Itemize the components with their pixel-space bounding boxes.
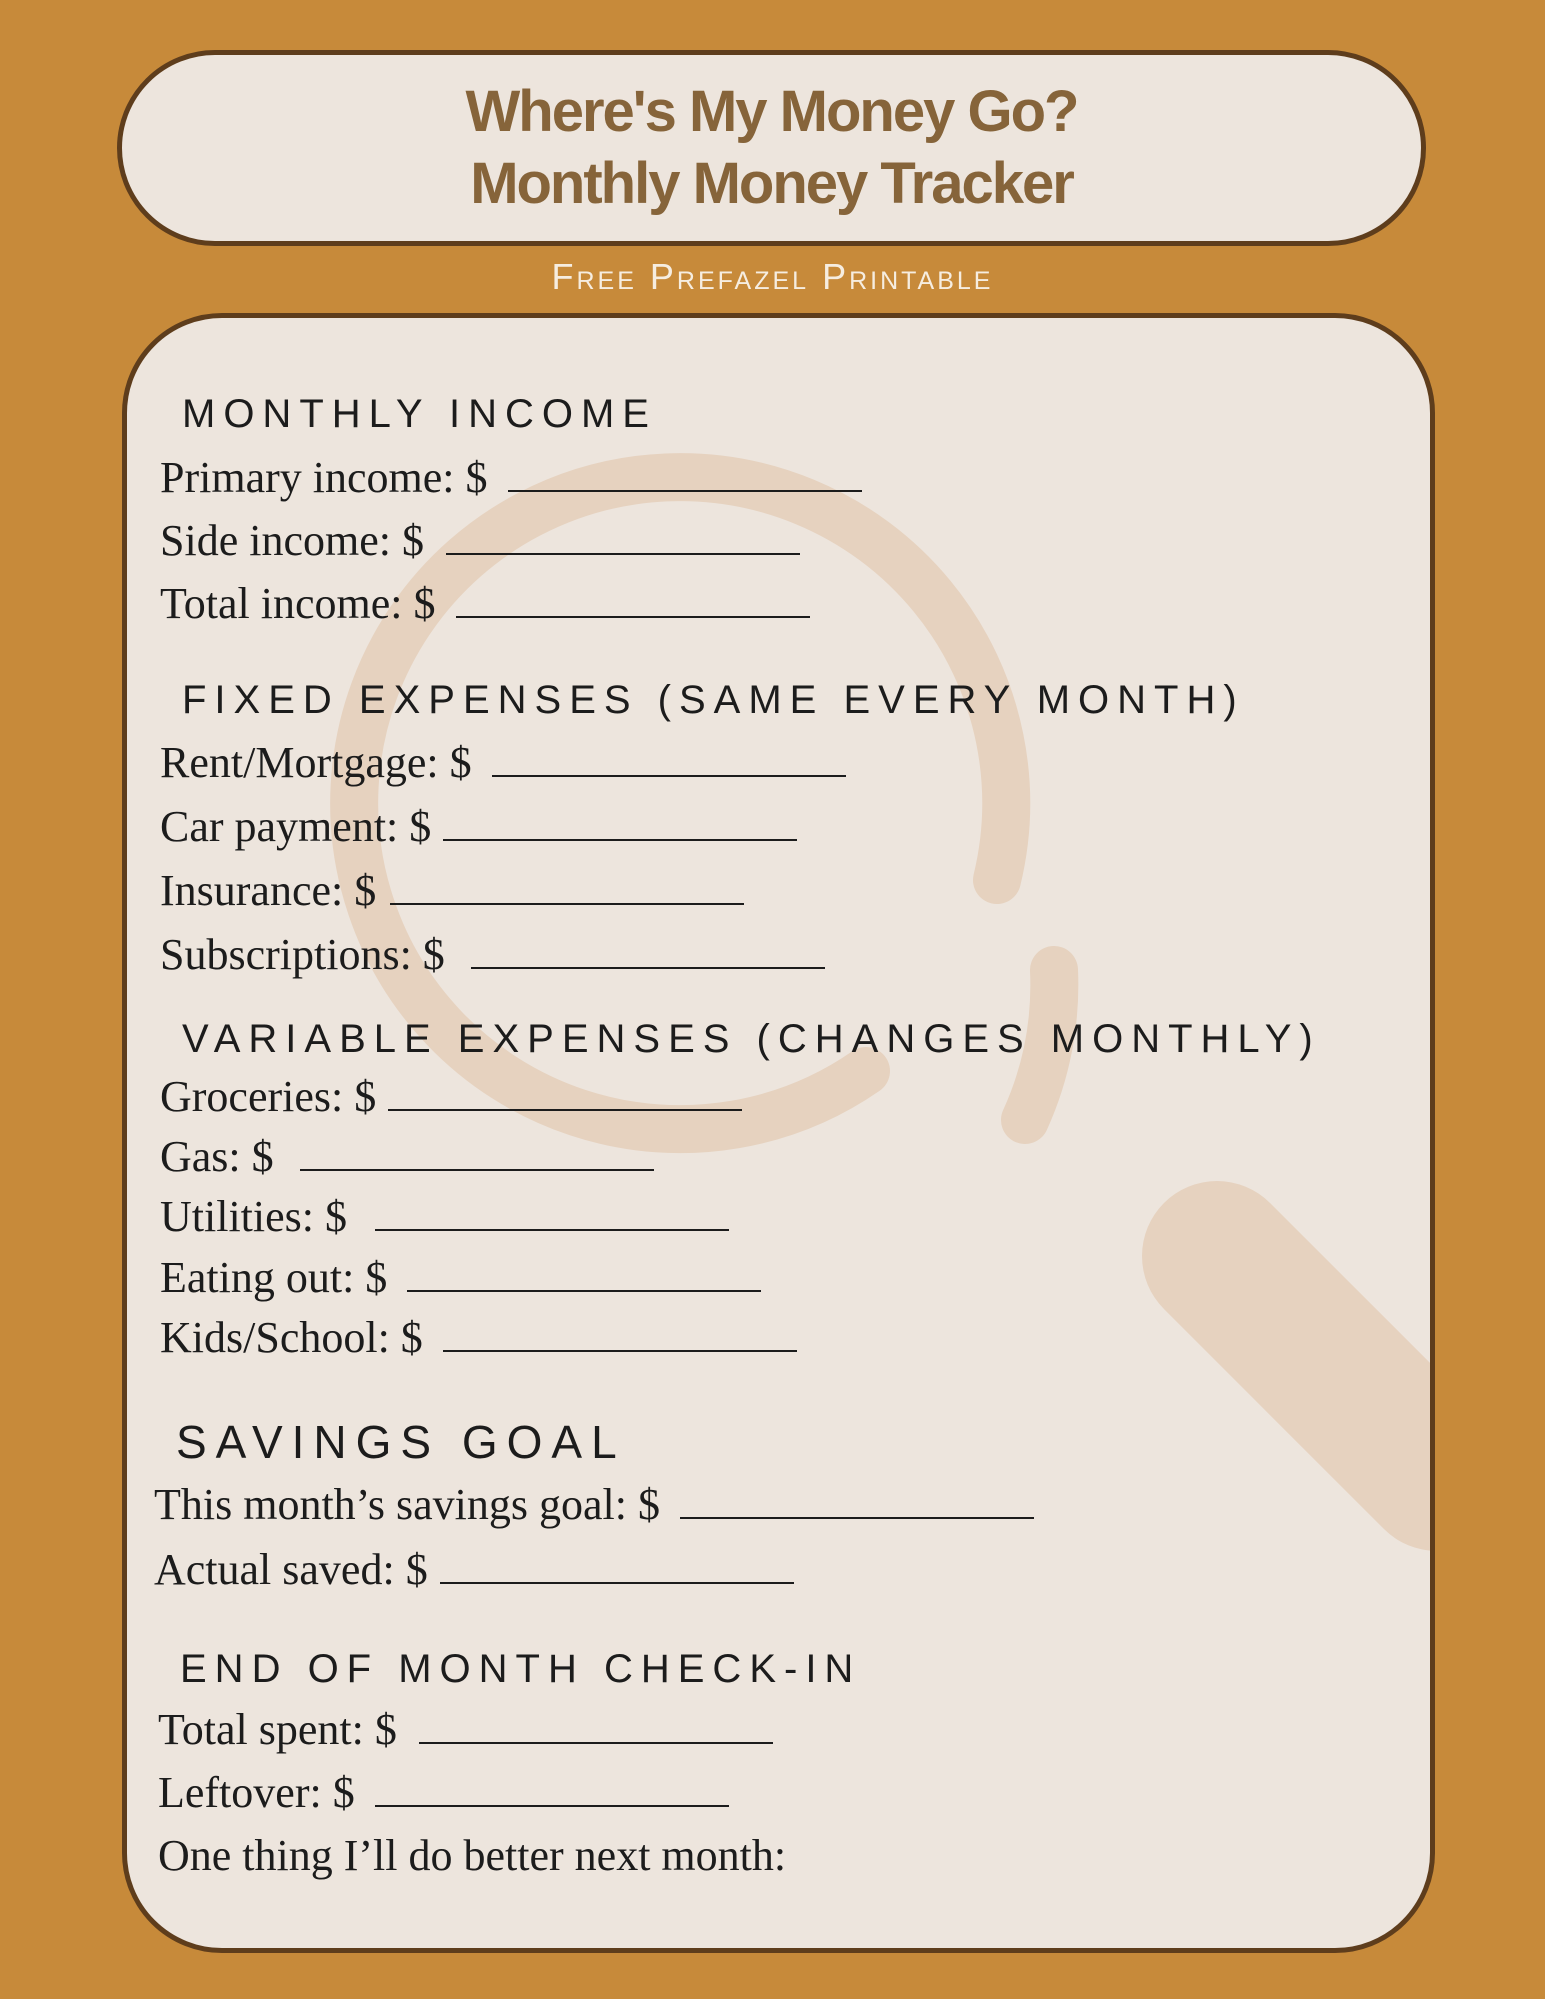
field-label: Actual saved: $	[154, 1545, 428, 1594]
field-label: Car payment: $	[160, 802, 432, 851]
primary-income-input-line[interactable]	[508, 490, 862, 492]
field-label: Rent/Mortgage: $	[160, 738, 472, 787]
page-subtitle: Free Prefazel Printable	[551, 256, 994, 297]
tracker-form-panel	[122, 313, 1435, 1953]
savings-goal-input-line[interactable]	[680, 1517, 1034, 1519]
field-rent-mortgage	[160, 735, 846, 791]
page-title-line-1: Where's My Money Go?	[465, 79, 1078, 144]
field-label: Gas: $	[160, 1132, 274, 1181]
insurance-input-line[interactable]	[390, 903, 744, 905]
title-banner	[117, 50, 1426, 246]
field-label: Total income: $	[160, 579, 436, 628]
section-heading-monthly-income: MONTHLY INCOME	[182, 392, 657, 436]
field-side-income	[160, 513, 800, 569]
field-improvement-prompt	[158, 1828, 786, 1884]
leftover-input-line[interactable]	[375, 1805, 729, 1807]
eating-out-input-line[interactable]	[407, 1290, 761, 1292]
field-label: This month’s savings goal: $	[154, 1480, 660, 1529]
car-payment-input-line[interactable]	[443, 839, 797, 841]
section-heading-variable-expenses: VARIABLE EXPENSES (CHANGES MONTHLY)	[182, 1017, 1321, 1061]
field-savings-goal	[154, 1477, 1034, 1533]
field-label: Subscriptions: $	[160, 930, 445, 979]
field-actual-saved	[154, 1542, 794, 1598]
subscriptions-input-line[interactable]	[471, 967, 825, 969]
side-income-input-line[interactable]	[446, 553, 800, 555]
kids-school-input-line[interactable]	[443, 1350, 797, 1352]
field-kids-school	[160, 1310, 797, 1366]
field-subscriptions	[160, 927, 825, 983]
groceries-input-line[interactable]	[388, 1109, 742, 1111]
section-heading-fixed-expenses: FIXED EXPENSES (SAME EVERY MONTH)	[182, 678, 1245, 722]
field-label: Groceries: $	[160, 1072, 377, 1121]
field-label: Kids/School: $	[160, 1313, 423, 1362]
field-total-spent	[158, 1702, 773, 1758]
field-label: Leftover: $	[158, 1768, 355, 1817]
field-label: Total spent: $	[158, 1705, 397, 1754]
total-income-input-line[interactable]	[456, 616, 810, 618]
field-primary-income	[160, 450, 862, 506]
field-label: Utilities: $	[160, 1192, 347, 1241]
page-title-line-2: Monthly Money Tracker	[470, 151, 1073, 216]
field-label: Eating out: $	[160, 1253, 388, 1302]
field-car-payment	[160, 799, 797, 855]
section-heading-savings-goal: SAVINGS GOAL	[176, 1416, 626, 1468]
field-utilities	[160, 1189, 729, 1245]
field-label: Side income: $	[160, 516, 424, 565]
field-eating-out	[160, 1250, 761, 1306]
improvement-prompt-label: One thing I’ll do better next month:	[158, 1831, 787, 1880]
field-groceries	[160, 1069, 742, 1125]
section-heading-end-of-month: END OF MONTH CHECK-IN	[180, 1647, 862, 1691]
field-insurance	[160, 863, 744, 919]
field-label: Primary income: $	[160, 453, 488, 502]
rent-mortgage-input-line[interactable]	[492, 775, 846, 777]
gas-input-line[interactable]	[300, 1169, 654, 1171]
total-spent-input-line[interactable]	[419, 1742, 773, 1744]
utilities-input-line[interactable]	[375, 1229, 729, 1231]
field-label: Insurance: $	[160, 866, 377, 915]
actual-saved-input-line[interactable]	[440, 1582, 794, 1584]
field-gas	[160, 1129, 654, 1185]
field-leftover	[158, 1765, 729, 1821]
field-total-income	[160, 576, 810, 632]
